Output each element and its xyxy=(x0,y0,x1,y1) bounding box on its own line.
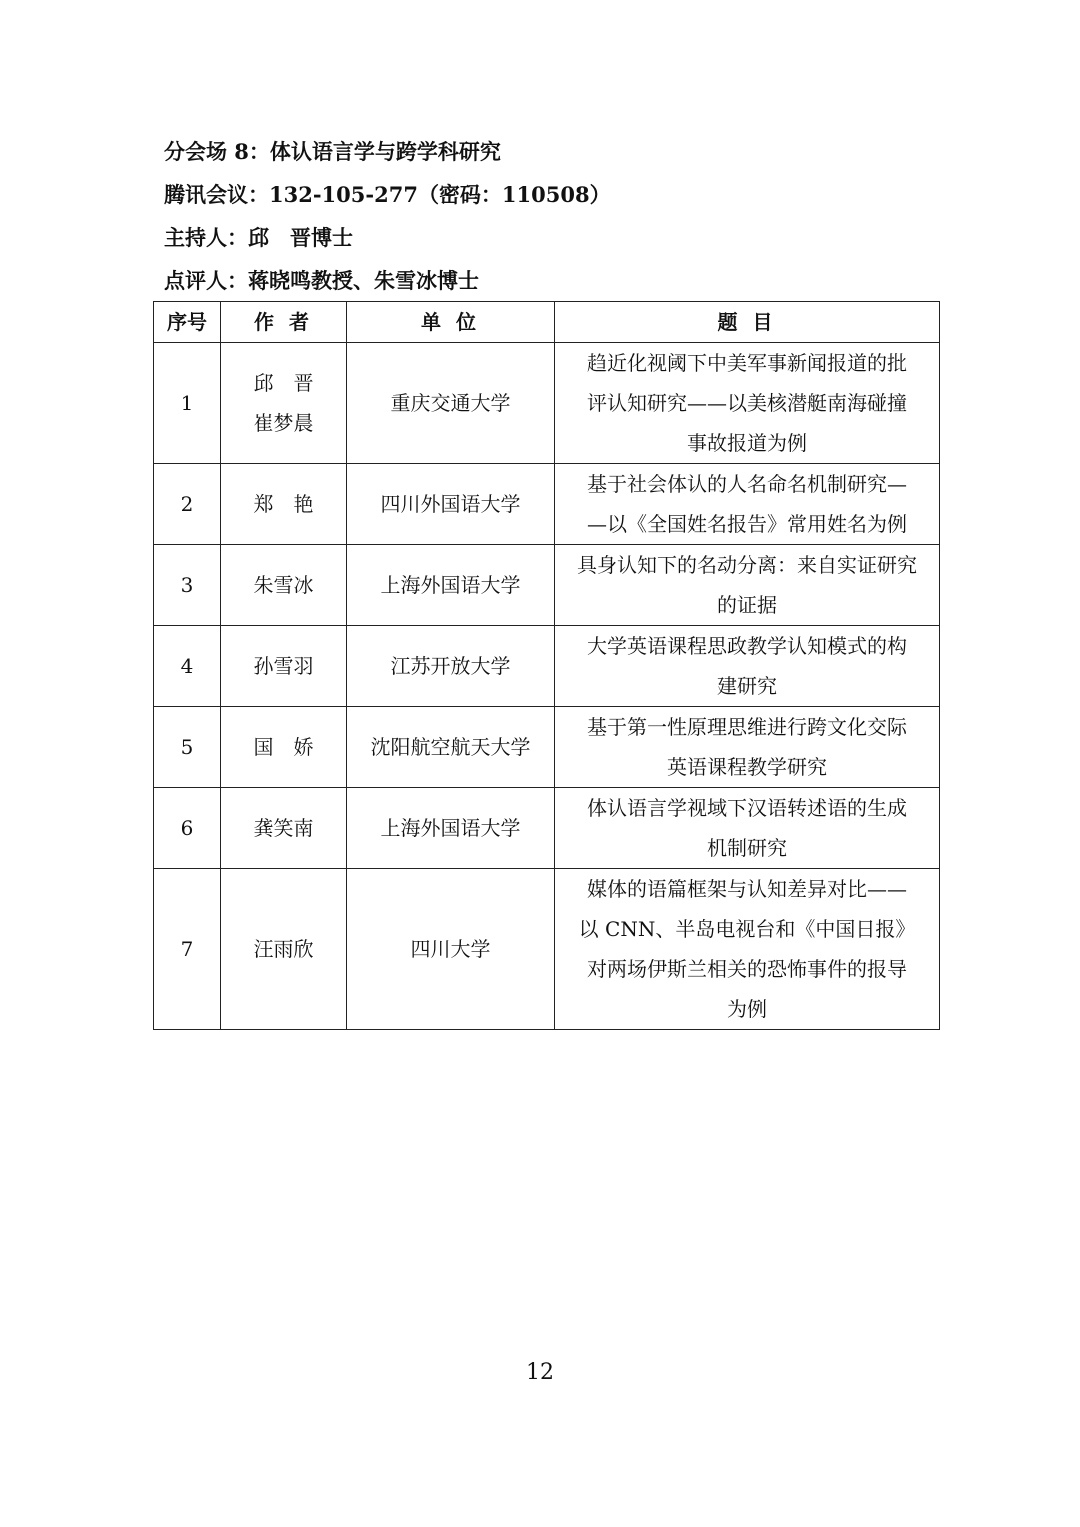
title-cell xyxy=(555,626,940,707)
title-line: 以 CNN、半岛电视台和《中国日报》 xyxy=(578,917,916,941)
title-line: 基于第一性原理思维进行跨文化交际 xyxy=(587,715,907,739)
row-number: 1 xyxy=(154,343,221,464)
table-row xyxy=(154,707,940,788)
table-body xyxy=(154,343,940,1030)
author-cell xyxy=(221,869,347,1030)
unit-cell: 沈阳航空航天大学 xyxy=(347,707,555,788)
author-name: 龚笑南 xyxy=(253,816,314,840)
session-title: 分会场 8：体认语言学与跨学科研究 xyxy=(164,139,501,164)
unit-cell: 四川外国语大学 xyxy=(347,464,555,545)
meeting-info: 腾讯会议：132-105-277（密码：110508） xyxy=(164,182,611,207)
author-name: 郑 艳 xyxy=(253,492,314,516)
title-line: 体认语言学视域下汉语转述语的生成 xyxy=(587,796,907,820)
title-cell xyxy=(555,869,940,1030)
title-line: 事故报道为例 xyxy=(687,431,807,455)
author-name: 国 娇 xyxy=(253,735,314,759)
author-cell xyxy=(221,545,347,626)
author-name: 孙雪羽 xyxy=(253,654,314,678)
row-number: 5 xyxy=(154,707,221,788)
table-row xyxy=(154,464,940,545)
author-cell xyxy=(221,343,347,464)
table-row xyxy=(154,869,940,1030)
table-row xyxy=(154,788,940,869)
row-number: 7 xyxy=(154,869,221,1030)
row-number: 4 xyxy=(154,626,221,707)
title-line: 对两场伊斯兰相关的恐怖事件的报导 xyxy=(587,957,907,981)
title-cell xyxy=(555,343,940,464)
title-line: 机制研究 xyxy=(707,836,787,860)
header-unit: 单 位 xyxy=(347,302,555,343)
title-line: 趋近化视阈下中美军事新闻报道的批 xyxy=(587,351,907,375)
unit-cell: 四川大学 xyxy=(347,869,555,1030)
title-cell xyxy=(555,788,940,869)
unit-cell: 上海外国语大学 xyxy=(347,545,555,626)
table-row xyxy=(154,626,940,707)
row-number: 6 xyxy=(154,788,221,869)
title-line: 建研究 xyxy=(717,674,777,698)
unit-cell: 上海外国语大学 xyxy=(347,788,555,869)
author-name: 朱雪冰 xyxy=(253,573,314,597)
unit-cell: 重庆交通大学 xyxy=(347,343,555,464)
title-line: 英语课程教学研究 xyxy=(667,755,827,779)
row-number: 3 xyxy=(154,545,221,626)
author-name: 汪雨欣 xyxy=(253,937,314,961)
header-author: 作 者 xyxy=(221,302,347,343)
header-title: 题 目 xyxy=(555,302,940,343)
page-number: 12 xyxy=(526,1360,554,1385)
title-line: 为例 xyxy=(727,997,767,1021)
table-row xyxy=(154,545,940,626)
table-row xyxy=(154,343,940,464)
title-line: 媒体的语篇框架与认知差异对比—— xyxy=(587,877,907,901)
author-cell xyxy=(221,464,347,545)
author-cell xyxy=(221,707,347,788)
unit-cell: 江苏开放大学 xyxy=(347,626,555,707)
title-line: 基于社会体认的人名命名机制研究— xyxy=(587,472,907,496)
title-line: 具身认知下的名动分离：来自实证研究 xyxy=(577,553,917,577)
author-cell xyxy=(221,788,347,869)
host-info: 主持人：邱 晋博士 xyxy=(164,225,353,250)
title-line: 的证据 xyxy=(717,593,777,617)
title-cell xyxy=(555,545,940,626)
title-line: —以《全国姓名报告》常用姓名为例 xyxy=(587,512,907,536)
schedule-table xyxy=(153,301,940,1030)
row-number: 2 xyxy=(154,464,221,545)
reviewers-info: 点评人：蒋晓鸣教授、朱雪冰博士 xyxy=(164,268,479,293)
table-header-row xyxy=(154,302,940,343)
author-name: 邱 晋 xyxy=(253,371,314,395)
title-cell xyxy=(555,464,940,545)
title-line: 评认知研究——以美核潜艇南海碰撞 xyxy=(587,391,907,415)
title-cell xyxy=(555,707,940,788)
author-cell xyxy=(221,626,347,707)
author-name: 崔梦晨 xyxy=(253,411,314,435)
header-no: 序号 xyxy=(154,302,221,343)
title-line: 大学英语课程思政教学认知模式的构 xyxy=(587,634,907,658)
